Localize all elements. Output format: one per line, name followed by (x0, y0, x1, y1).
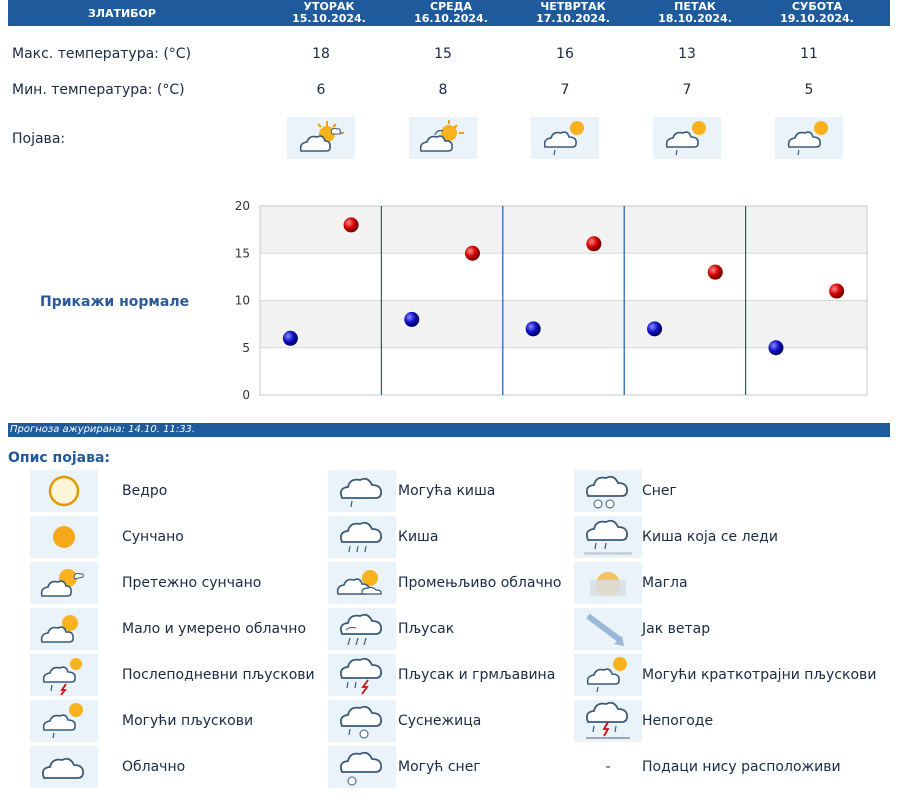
max-temp-point (708, 265, 723, 280)
legend-label: Промењљиво облачно (398, 575, 562, 591)
clear-sun-icon (30, 470, 98, 512)
day-header-3: ЧЕТВРТАК 17.10.2024. (536, 0, 610, 25)
legend-label: Суснежица (398, 713, 482, 729)
forecast-header (8, 0, 890, 26)
storm-icon (574, 700, 642, 742)
possible-showers-icon (30, 700, 98, 742)
max-temp-value: 15 (434, 46, 452, 62)
sleet-icon (328, 700, 396, 742)
min-temp-label: Мин. температура: (°C) (12, 82, 185, 98)
y-tick-label: 5 (242, 340, 250, 355)
legend-label: Ведро (122, 483, 168, 499)
y-tick-label: 0 (242, 388, 250, 402)
max-temp-value: 13 (678, 46, 696, 62)
legend-label: Киша (398, 529, 439, 545)
max-temp-label: Макс. температура: (°C) (12, 46, 192, 62)
legend-label: Могућа киша (398, 483, 496, 499)
max-temp-value: 11 (800, 46, 818, 62)
location-name: ЗЛАТИБОР (88, 6, 156, 20)
min-temp-value: 5 (804, 82, 814, 98)
shower-icon (328, 608, 396, 650)
mostly-sunny-icon (287, 117, 355, 159)
day-header-5: СУБОТА 19.10.2024. (780, 0, 854, 25)
variable-cloudy-icon (328, 562, 396, 604)
legend-label: Непогоде (642, 713, 714, 729)
legend-label: Подаци нису расположиви (642, 759, 841, 775)
min-temp-value: 7 (682, 82, 692, 98)
temperature-chart (220, 196, 880, 416)
legend-label: Претежно сунчано (122, 575, 262, 591)
afternoon-showers-icon (30, 654, 98, 696)
no-data-dash: - (605, 759, 611, 775)
legend-label: Снег (642, 483, 677, 499)
possible-rain-icon (328, 470, 396, 512)
min-temp-point (647, 321, 662, 336)
legend-label: Мало и умерено облачно (122, 621, 307, 637)
rain-icon (328, 516, 396, 558)
legend-label: Могућ снег (398, 759, 481, 775)
snow-icon (574, 470, 642, 512)
possible-showers-icon (775, 117, 843, 159)
legend-label: Магла (642, 575, 688, 591)
legend-label: Облачно (122, 759, 186, 775)
max-temp-point (586, 236, 601, 251)
min-temp-value: 6 (316, 82, 326, 98)
max-temp-point (465, 246, 480, 261)
day-header-1: УТОРАК 15.10.2024. (292, 0, 366, 25)
day-header-4: ПЕТАК 18.10.2024. (658, 0, 732, 25)
possible-snow-icon (328, 746, 396, 788)
max-temp-value: 18 (312, 46, 330, 62)
legend-label: Пљусак (398, 621, 455, 637)
y-tick-label: 20 (234, 199, 250, 213)
cloudy-icon (30, 746, 98, 788)
possible-showers-icon (653, 117, 721, 159)
legend-label: Сунчано (122, 529, 184, 545)
min-temp-point (768, 340, 783, 355)
legend-label: Пљусак и грмљавина (398, 667, 556, 683)
partly-cloudy-icon (30, 608, 98, 650)
fog-icon (574, 562, 642, 604)
freezing-rain-icon (574, 516, 642, 558)
legend-label: Јак ветар (642, 621, 711, 637)
min-temp-point (283, 331, 298, 346)
partly-cloudy-icon (409, 117, 477, 159)
y-tick-label: 10 (234, 293, 250, 308)
min-temp-value: 8 (438, 82, 448, 98)
phenomenon-label: Појава: (12, 131, 66, 147)
possible-showers-icon (531, 117, 599, 159)
day-header-2: СРЕДА 16.10.2024. (414, 0, 488, 25)
sunny-icon (30, 516, 98, 558)
legend-label: Киша која се леди (642, 529, 778, 545)
chart-band (260, 253, 867, 300)
max-temp-point (344, 217, 359, 232)
legend-label: Могући краткотрајни пљускови (642, 667, 877, 683)
brief-showers-icon (574, 654, 642, 696)
y-tick-label: 15 (234, 246, 250, 261)
max-temp-value: 16 (556, 46, 574, 62)
legend-label: Послеподневни пљускови (122, 667, 315, 683)
min-temp-value: 7 (560, 82, 570, 98)
thunderstorm-icon (328, 654, 396, 696)
mostly-sunny-icon (30, 562, 98, 604)
strong-wind-icon (574, 608, 642, 650)
legend-title: Опис појава: (8, 450, 110, 466)
min-temp-point (526, 321, 541, 336)
show-normals-link[interactable]: Прикажи нормале (40, 294, 190, 310)
min-temp-point (404, 312, 419, 327)
legend-label: Могући пљускови (122, 713, 254, 729)
forecast-update-bar: Прогноза ажурирана: 14.10. 11:33. (8, 423, 890, 437)
max-temp-point (829, 284, 844, 299)
